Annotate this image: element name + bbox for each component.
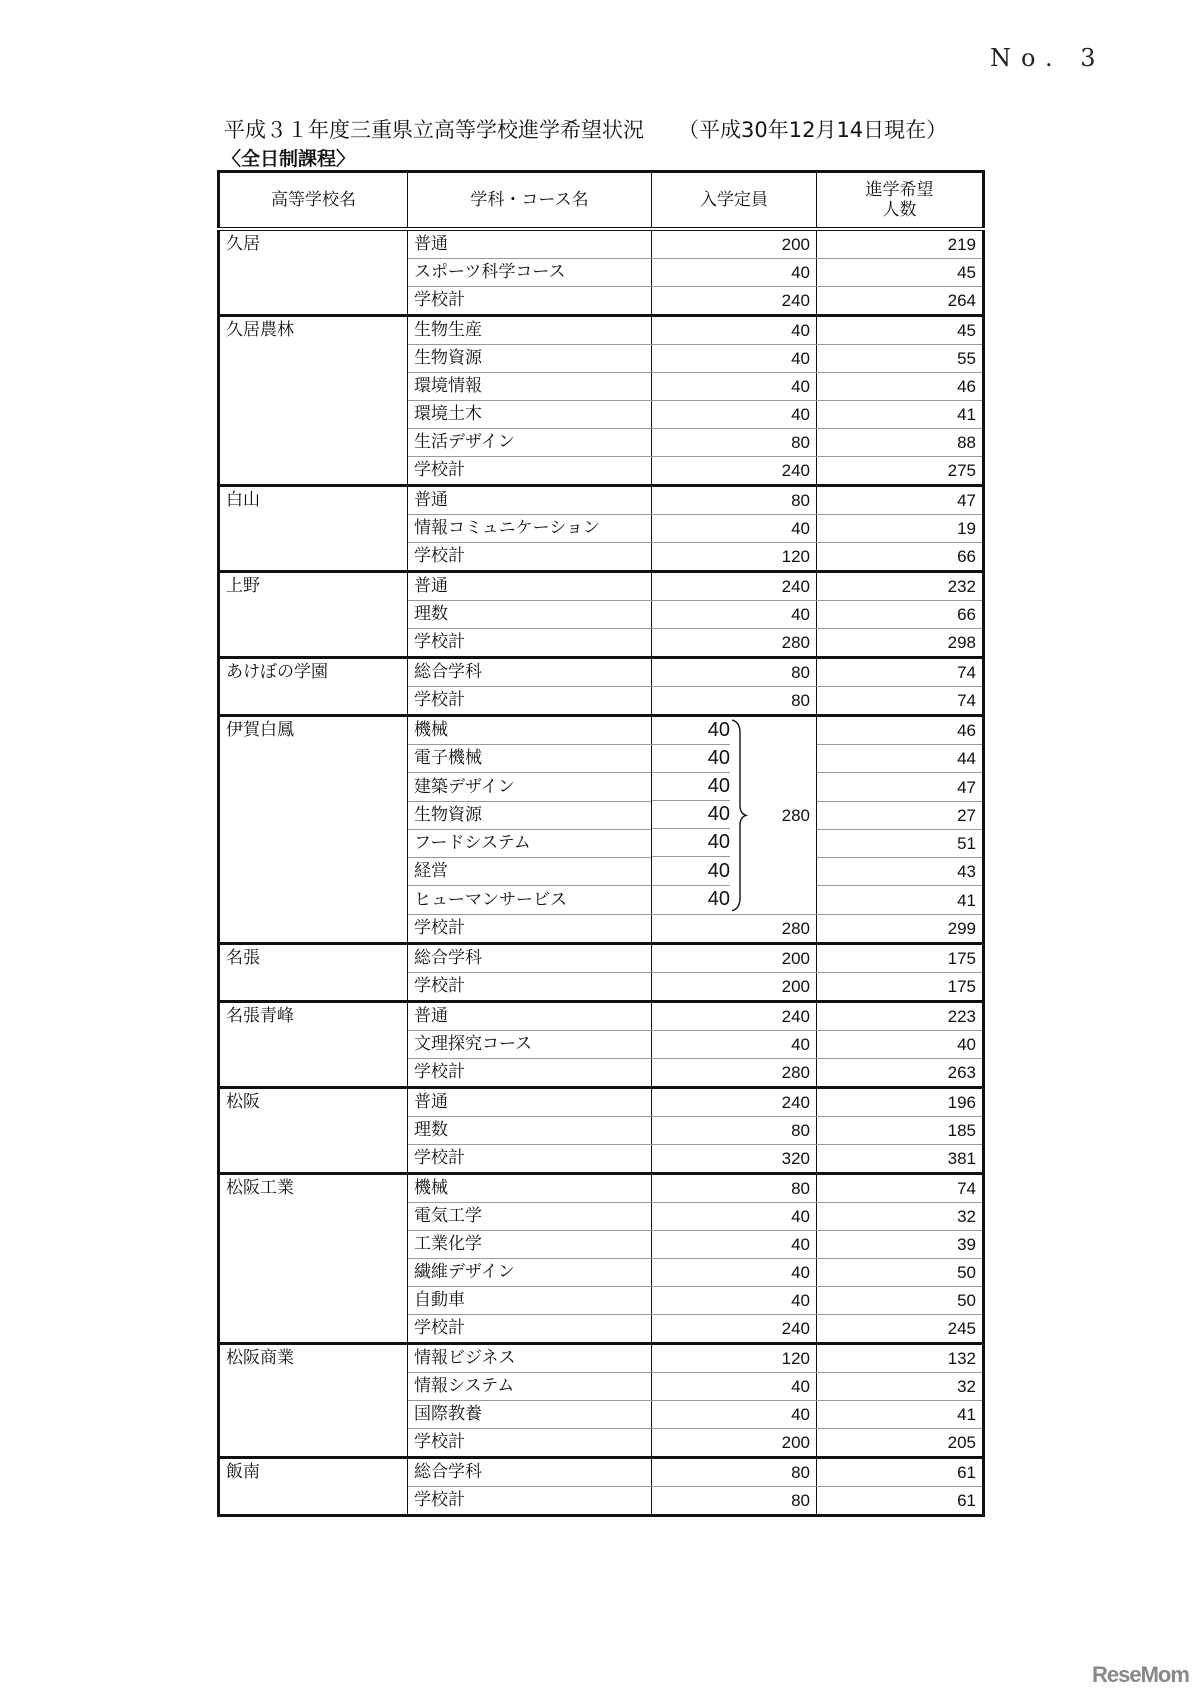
applicants-value: 223 bbox=[817, 1001, 984, 1030]
capacity-value: 280 bbox=[652, 1058, 817, 1087]
capacity-value: 240 bbox=[652, 1314, 817, 1343]
course-name: 普通 bbox=[408, 229, 652, 259]
applicants-value: 43 bbox=[817, 858, 984, 886]
school-name: 伊賀白鳳 bbox=[219, 716, 408, 944]
capacity-value: 80 bbox=[652, 687, 817, 716]
course-capacity: 40 bbox=[652, 858, 730, 886]
course-name: 学校計 bbox=[408, 629, 652, 658]
capacity-value: 80 bbox=[652, 486, 817, 515]
course-name: 普通 bbox=[408, 486, 652, 515]
school-name: 名張青峰 bbox=[219, 1001, 408, 1087]
applicants-value: 196 bbox=[817, 1087, 984, 1116]
capacity-value: 80 bbox=[652, 1173, 817, 1202]
course-name: 国際教養 bbox=[408, 1400, 652, 1428]
capacity-value: 280 bbox=[652, 629, 817, 658]
course-name: 情報ビジネス bbox=[408, 1343, 652, 1372]
right-brace-icon bbox=[730, 719, 750, 912]
course-name: 学校計 bbox=[408, 457, 652, 486]
applicants-value: 381 bbox=[817, 1144, 984, 1173]
capacity-value: 40 bbox=[652, 515, 817, 543]
school-name: 久居農林 bbox=[219, 316, 408, 486]
course-name: 学校計 bbox=[408, 914, 652, 943]
course-capacity: 40 bbox=[652, 829, 730, 857]
applicants-value: 275 bbox=[817, 457, 984, 486]
course-name: 学校計 bbox=[408, 972, 652, 1001]
capacity-value: 240 bbox=[652, 572, 817, 601]
page-number: No. 3 bbox=[990, 44, 1106, 72]
capacity-value: 40 bbox=[652, 1202, 817, 1230]
course-name: 学校計 bbox=[408, 1144, 652, 1173]
capacity-value: 40 bbox=[652, 1030, 817, 1058]
school-name: あけぼの学園 bbox=[219, 658, 408, 716]
capacity-value: 200 bbox=[652, 1428, 817, 1457]
capacity-value: 80 bbox=[652, 429, 817, 457]
course-type-subtitle: 〈全日制課程〉 bbox=[222, 148, 356, 170]
applicants-value: 175 bbox=[817, 972, 984, 1001]
applicants-value: 61 bbox=[817, 1486, 984, 1515]
course-name: 理数 bbox=[408, 1116, 652, 1144]
course-capacity: 40 bbox=[707, 887, 730, 910]
capacity-value: 200 bbox=[652, 229, 817, 259]
applicants-value: 41 bbox=[817, 401, 984, 429]
course-capacity: 40 bbox=[652, 773, 730, 801]
capacity-value: 120 bbox=[652, 1343, 817, 1372]
applicants-value: 66 bbox=[817, 601, 984, 629]
school-name: 松阪 bbox=[219, 1087, 408, 1173]
applicants-value: 50 bbox=[817, 1286, 984, 1314]
course-name: 学校計 bbox=[408, 1428, 652, 1457]
course-name: 機械 bbox=[408, 1173, 652, 1202]
capacity-value: 40 bbox=[652, 345, 817, 373]
applicants-value: 32 bbox=[817, 1372, 984, 1400]
table-header-row bbox=[219, 172, 984, 230]
course-name: 工業化学 bbox=[408, 1230, 652, 1258]
applicants-value: 51 bbox=[817, 829, 984, 857]
applicants-value: 47 bbox=[817, 773, 984, 801]
course-name: 学校計 bbox=[408, 287, 652, 316]
course-name: 情報コミュニケーション bbox=[408, 515, 652, 543]
capacity-value: 80 bbox=[652, 1116, 817, 1144]
document-title bbox=[224, 114, 947, 144]
table-row bbox=[219, 1001, 984, 1030]
applicants-value: 299 bbox=[817, 914, 984, 943]
applicants-value: 41 bbox=[817, 886, 984, 914]
course-name: 繊維デザイン bbox=[408, 1258, 652, 1286]
course-name: 電気工学 bbox=[408, 1202, 652, 1230]
applicants-value: 45 bbox=[817, 316, 984, 345]
course-name: ヒューマンサービス bbox=[408, 886, 652, 914]
applicants-value: 298 bbox=[817, 629, 984, 658]
course-name: 文理探究コース bbox=[408, 1030, 652, 1058]
course-name: 普通 bbox=[408, 1001, 652, 1030]
applicants-value: 27 bbox=[817, 801, 984, 829]
applicants-value: 88 bbox=[817, 429, 984, 457]
applicants-value: 232 bbox=[817, 572, 984, 601]
applicants-value: 175 bbox=[817, 943, 984, 972]
school-name: 松阪工業 bbox=[219, 1173, 408, 1343]
course-name: 生物資源 bbox=[408, 345, 652, 373]
course-name: フードシステム bbox=[408, 829, 652, 857]
course-name: 普通 bbox=[408, 572, 652, 601]
capacity-value: 200 bbox=[652, 972, 817, 1001]
table-row bbox=[219, 229, 984, 259]
table-row bbox=[219, 1457, 984, 1486]
course-name: 電子機械 bbox=[408, 745, 652, 773]
table-row bbox=[219, 658, 984, 687]
table-row bbox=[219, 716, 984, 745]
applicants-value: 66 bbox=[817, 543, 984, 572]
applicants-value: 219 bbox=[817, 229, 984, 259]
capacity-value: 240 bbox=[652, 287, 817, 316]
course-name: 生物資源 bbox=[408, 801, 652, 829]
applicants-value: 41 bbox=[817, 1400, 984, 1428]
applicants-value: 44 bbox=[817, 745, 984, 773]
capacity-value: 240 bbox=[652, 457, 817, 486]
applicants-value: 263 bbox=[817, 1058, 984, 1087]
table-row bbox=[219, 1173, 984, 1202]
capacity-value: 40 bbox=[652, 1372, 817, 1400]
capacity-value: 40 bbox=[652, 373, 817, 401]
capacity-value: 280 bbox=[652, 914, 817, 943]
school-name: 上野 bbox=[219, 572, 408, 658]
course-name: 機械 bbox=[408, 716, 652, 745]
capacity-value: 40 bbox=[652, 316, 817, 345]
course-capacity: 40 bbox=[652, 801, 730, 829]
course-name: 普通 bbox=[408, 1087, 652, 1116]
applicants-value: 61 bbox=[817, 1457, 984, 1486]
course-name: 環境情報 bbox=[408, 373, 652, 401]
applicants-value: 47 bbox=[817, 486, 984, 515]
capacity-value: 40 bbox=[652, 401, 817, 429]
bundled-capacity: 280 bbox=[781, 805, 810, 825]
applicants-value: 19 bbox=[817, 515, 984, 543]
course-name: 理数 bbox=[408, 601, 652, 629]
applicants-value: 264 bbox=[817, 287, 984, 316]
capacity-value: 320 bbox=[652, 1144, 817, 1173]
capacity-value: 80 bbox=[652, 1486, 817, 1515]
course-name: 学校計 bbox=[408, 687, 652, 716]
applicants-value: 40 bbox=[817, 1030, 984, 1058]
table-row bbox=[219, 486, 984, 515]
course-name: 経営 bbox=[408, 858, 652, 886]
course-name: 建築デザイン bbox=[408, 773, 652, 801]
table-row bbox=[219, 1343, 984, 1372]
table-row bbox=[219, 943, 984, 972]
capacity-value: 80 bbox=[652, 658, 817, 687]
capacity-value: 80 bbox=[652, 1457, 817, 1486]
title-text: 平成３１年度三重県立高等学校進学希望状況 bbox=[224, 118, 644, 142]
applicants-value: 55 bbox=[817, 345, 984, 373]
table-body bbox=[219, 229, 984, 1515]
enrollment-table bbox=[217, 170, 985, 1517]
course-name: 学校計 bbox=[408, 1314, 652, 1343]
applicants-value: 74 bbox=[817, 687, 984, 716]
date-note: （平成30年12月14日現在） bbox=[678, 118, 948, 142]
capacity-value: 240 bbox=[652, 1087, 817, 1116]
header-school: 高等学校名 bbox=[219, 172, 408, 230]
course-capacity: 40 bbox=[652, 717, 730, 745]
school-name: 飯南 bbox=[219, 1457, 408, 1515]
course-name: 生活デザイン bbox=[408, 429, 652, 457]
school-name: 名張 bbox=[219, 943, 408, 1001]
applicants-value: 39 bbox=[817, 1230, 984, 1258]
applicants-value: 32 bbox=[817, 1202, 984, 1230]
capacity-value: 40 bbox=[652, 601, 817, 629]
applicants-value: 245 bbox=[817, 1314, 984, 1343]
course-name: 総合学科 bbox=[408, 1457, 652, 1486]
course-name: 学校計 bbox=[408, 543, 652, 572]
table-row bbox=[219, 316, 984, 345]
applicants-value: 205 bbox=[817, 1428, 984, 1457]
header-capacity: 入学定員 bbox=[652, 172, 817, 230]
course-name: 自動車 bbox=[408, 1286, 652, 1314]
table-row bbox=[219, 572, 984, 601]
course-name: 情報システム bbox=[408, 1372, 652, 1400]
course-name: 環境土木 bbox=[408, 401, 652, 429]
course-name: スポーツ科学コース bbox=[408, 259, 652, 287]
header-applicants: 進学希望 人数 bbox=[817, 172, 984, 230]
capacity-value: 200 bbox=[652, 943, 817, 972]
applicants-value: 185 bbox=[817, 1116, 984, 1144]
school-name: 白山 bbox=[219, 486, 408, 572]
table-row bbox=[219, 1087, 984, 1116]
course-name: 学校計 bbox=[408, 1486, 652, 1515]
capacity-cell bbox=[652, 716, 817, 915]
capacity-value: 240 bbox=[652, 1001, 817, 1030]
capacity-value: 120 bbox=[652, 543, 817, 572]
school-name: 久居 bbox=[219, 229, 408, 316]
applicants-value: 46 bbox=[817, 716, 984, 745]
applicants-value: 74 bbox=[817, 1173, 984, 1202]
school-name: 松阪商業 bbox=[219, 1343, 408, 1457]
capacity-value: 40 bbox=[652, 1258, 817, 1286]
header-course: 学科・コース名 bbox=[408, 172, 652, 230]
applicants-value: 45 bbox=[817, 259, 984, 287]
capacity-value: 40 bbox=[652, 1400, 817, 1428]
course-name: 生物生産 bbox=[408, 316, 652, 345]
capacity-value: 40 bbox=[652, 259, 817, 287]
course-capacity: 40 bbox=[652, 745, 730, 773]
applicants-value: 74 bbox=[817, 658, 984, 687]
applicants-value: 46 bbox=[817, 373, 984, 401]
capacity-value: 40 bbox=[652, 1286, 817, 1314]
course-name: 総合学科 bbox=[408, 658, 652, 687]
course-name: 学校計 bbox=[408, 1058, 652, 1087]
course-name: 総合学科 bbox=[408, 943, 652, 972]
capacity-value: 40 bbox=[652, 1230, 817, 1258]
applicants-value: 50 bbox=[817, 1258, 984, 1286]
resemom-logo: ReseMom bbox=[1092, 1662, 1189, 1687]
applicants-value: 132 bbox=[817, 1343, 984, 1372]
